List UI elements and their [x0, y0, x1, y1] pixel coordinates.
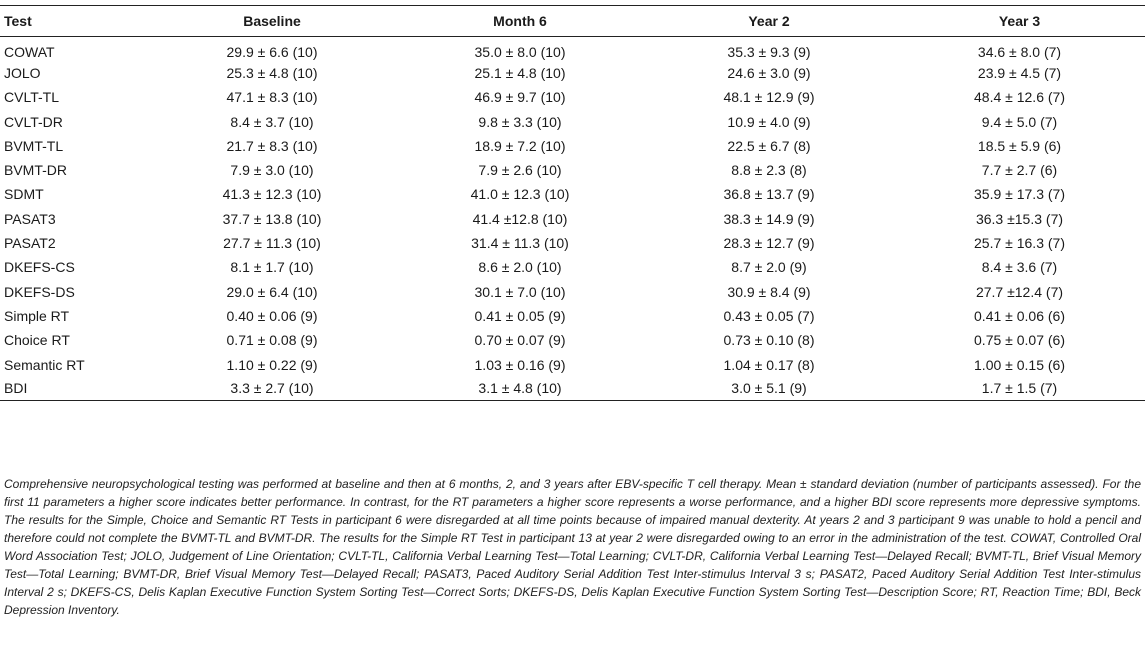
cell-year-2: 36.8 ± 13.7 (9) [723, 186, 815, 203]
cell-baseline: 25.3 ± 4.8 (10) [226, 64, 318, 81]
cell-year-3: 1.7 ± 1.5 (7) [894, 377, 1145, 401]
header-row [0, 6, 1145, 37]
cell-month-6: 7.9 ± 2.6 (10) [478, 162, 562, 179]
cell-month-6: 31.4 ± 11.3 (10) [471, 235, 569, 252]
cell-baseline: 47.1 ± 8.3 (10) [226, 89, 318, 106]
table-row [0, 304, 1145, 328]
cell-year-3: 7.7 ± 2.7 (6) [981, 162, 1058, 179]
table-row [0, 279, 1145, 303]
cell-year-2: 10.9 ± 4.0 (9) [727, 113, 811, 130]
header-month-6: Month 6 [396, 6, 644, 37]
cell-month-6: 1.03 ± 0.16 (9) [474, 356, 566, 373]
table-row [0, 207, 1145, 231]
cell-year-2: 22.5 ± 6.7 (8) [727, 137, 811, 154]
cell-year-2: 0.73 ± 0.10 (8) [723, 332, 815, 349]
cell-baseline: 37.7 ± 13.8 (10) [222, 210, 322, 227]
cell-year-2: 8.8 ± 2.3 (8) [731, 162, 807, 179]
cell-test: BDI [0, 377, 148, 401]
table-row [0, 255, 1145, 279]
cell-test: BVMT-DR [4, 162, 67, 179]
cell-year-3: 48.4 ± 12.6 (7) [974, 89, 1065, 106]
cell-year-2: 35.3 ± 9.3 (9) [727, 43, 811, 60]
cell-year-3: 25.7 ± 16.3 (7) [974, 235, 1065, 252]
cell-year-3: 1.00 ± 0.15 (6) [974, 356, 1065, 373]
table-row [0, 37, 1145, 61]
cell-year-3: 18.5 ± 5.9 (6) [977, 137, 1062, 154]
cell-year-2: 48.1 ± 12.9 (9) [723, 89, 815, 106]
table-row [0, 377, 1145, 401]
header-year-2: Year 2 [644, 6, 894, 37]
cell-month-6: 18.9 ± 7.2 (10) [474, 137, 566, 154]
table-row [0, 231, 1145, 255]
cell-baseline: 8.4 ± 3.7 (10) [230, 113, 314, 130]
cell-test: Semantic RT [4, 356, 85, 373]
table-row [0, 134, 1145, 158]
cell-year-2: 8.7 ± 2.0 (9) [731, 259, 807, 276]
cell-year-2: 30.9 ± 8.4 (9) [727, 283, 811, 300]
cell-test: Choice RT [4, 332, 70, 349]
table-row [0, 109, 1145, 133]
cell-month-6: 9.8 ± 3.3 (10) [478, 113, 562, 130]
cell-year-3: 36.3 ±15.3 (7) [975, 210, 1064, 227]
cell-year-2: 28.3 ± 12.7 (9) [723, 235, 815, 252]
cell-month-6: 41.4 ±12.8 (10) [472, 210, 568, 227]
cell-month-6: 25.1 ± 4.8 (10) [474, 64, 566, 81]
cell-year-3: 9.4 ± 5.0 (7) [981, 113, 1058, 130]
cell-month-6: 41.0 ± 12.3 (10) [470, 186, 570, 203]
table-footnote: Comprehensive neuropsychological testing was performed at baseline and then at 6 months, 2, and 3 years after EBV-specific T cell therapy. Mean ± standard deviation (number of participants assessed). For the first 11 parameters a higher score indicates better performance. In contrast, for the RT parameters a higher score represents a worse performance, and a higher BDI score represents more depressive symptoms. The results for the Simple, Choice and Semantic RT Tests in participant 6 were disregarded at all time points because of impaired manual dexterity. At years 2 and 3 participant 9 was unable to hold a pencil and therefore could not complete the BVMT-TL and BVMT-DR. The results for the Simple RT Test in participant 13 at year 2 were disregarded owing to an error in the administration of the test. COWAT, Controlled Oral Word Association Test; JOLO, Judgement of Line Orientation; CVLT-TL, California Verbal Learning Test—Total Learning; CVLT-DR, California Verbal Learning Test—Delayed Recall; BVMT-TL, Brief Visual Memory Test—Total Learning; BVMT-DR, Brief Visual Memory Test—Delayed Recall; PASAT3, Paced Auditory Serial Addition Test Inter-stimulus Interval 3 s; PASAT2, Paced Auditory Serial Addition Test Inter-stimulus Interval 2 s; DKEFS-CS, Delis Kaplan Executive Function System Sorting Test—Correct Sorts; DKEFS-DS, Delis Kaplan Executive Function System Sorting Test—Description Score; RT, Reaction Time; BDI, Beck Depression Inventory. [4, 477, 1141, 617]
cell-test: Simple RT [4, 307, 70, 324]
cell-baseline: 41.3 ± 12.3 (10) [222, 186, 322, 203]
cell-test: BVMT-TL [4, 137, 64, 154]
header-baseline: Baseline [148, 6, 396, 37]
cell-baseline: 0.40 ± 0.06 (9) [226, 307, 318, 324]
cell-test: DKEFS-CS [4, 259, 75, 276]
cell-year-3: 0.41 ± 0.06 (6) [974, 307, 1065, 324]
cell-year-3: 34.6 ± 8.0 (7) [977, 43, 1062, 60]
header-test: Test [0, 6, 148, 37]
cell-year-2: 1.04 ± 0.17 (8) [723, 356, 815, 373]
cell-year-2: 24.6 ± 3.0 (9) [727, 64, 811, 81]
cell-test: SDMT [4, 186, 44, 203]
table-row [0, 85, 1145, 109]
cell-baseline: 29.9 ± 6.6 (10) [226, 43, 318, 60]
table-body [0, 37, 1145, 401]
cell-baseline: 27.7 ± 11.3 (10) [223, 235, 321, 252]
table-row [0, 158, 1145, 182]
cell-year-3: 0.75 ± 0.07 (6) [974, 332, 1065, 349]
cell-baseline: 7.9 ± 3.0 (10) [230, 162, 314, 179]
table-row [0, 328, 1145, 352]
cell-test: PASAT2 [4, 235, 56, 252]
cell-test: CVLT-TL [4, 89, 59, 106]
cell-test: PASAT3 [4, 210, 56, 227]
cell-baseline: 1.10 ± 0.22 (9) [226, 356, 318, 373]
cell-year-2: 3.0 ± 5.1 (9) [644, 377, 894, 401]
header-year-3: Year 3 [894, 6, 1145, 37]
cell-month-6: 46.9 ± 9.7 (10) [474, 89, 566, 106]
cell-year-3: 8.4 ± 3.6 (7) [981, 259, 1058, 276]
cell-test: COWAT [4, 43, 55, 60]
table-row [0, 352, 1145, 376]
cell-month-6: 30.1 ± 7.0 (10) [474, 283, 566, 300]
cell-test: JOLO [4, 64, 41, 81]
cell-year-3: 27.7 ±12.4 (7) [975, 283, 1064, 300]
cell-baseline: 0.71 ± 0.08 (9) [226, 332, 318, 349]
cell-test: CVLT-DR [4, 113, 63, 130]
cell-baseline: 3.3 ± 2.7 (10) [148, 377, 396, 401]
cell-year-2: 38.3 ± 14.9 (9) [723, 210, 815, 227]
cell-year-2: 0.43 ± 0.05 (7) [723, 307, 815, 324]
table-header [0, 6, 1145, 37]
cell-month-6: 8.6 ± 2.0 (10) [478, 259, 562, 276]
cell-baseline: 8.1 ± 1.7 (10) [230, 259, 314, 276]
results-table [0, 5, 1145, 401]
cell-year-3: 23.9 ± 4.5 (7) [977, 64, 1062, 81]
cell-baseline: 29.0 ± 6.4 (10) [226, 283, 318, 300]
cell-month-6: 35.0 ± 8.0 (10) [474, 43, 566, 60]
cell-month-6: 0.41 ± 0.05 (9) [474, 307, 566, 324]
cell-year-3: 35.9 ± 17.3 (7) [974, 186, 1065, 203]
cell-baseline: 21.7 ± 8.3 (10) [226, 137, 318, 154]
table-row [0, 182, 1145, 206]
cell-month-6: 3.1 ± 4.8 (10) [396, 377, 644, 401]
cell-test: DKEFS-DS [4, 283, 75, 300]
table-row [0, 61, 1145, 85]
cell-month-6: 0.70 ± 0.07 (9) [474, 332, 566, 349]
